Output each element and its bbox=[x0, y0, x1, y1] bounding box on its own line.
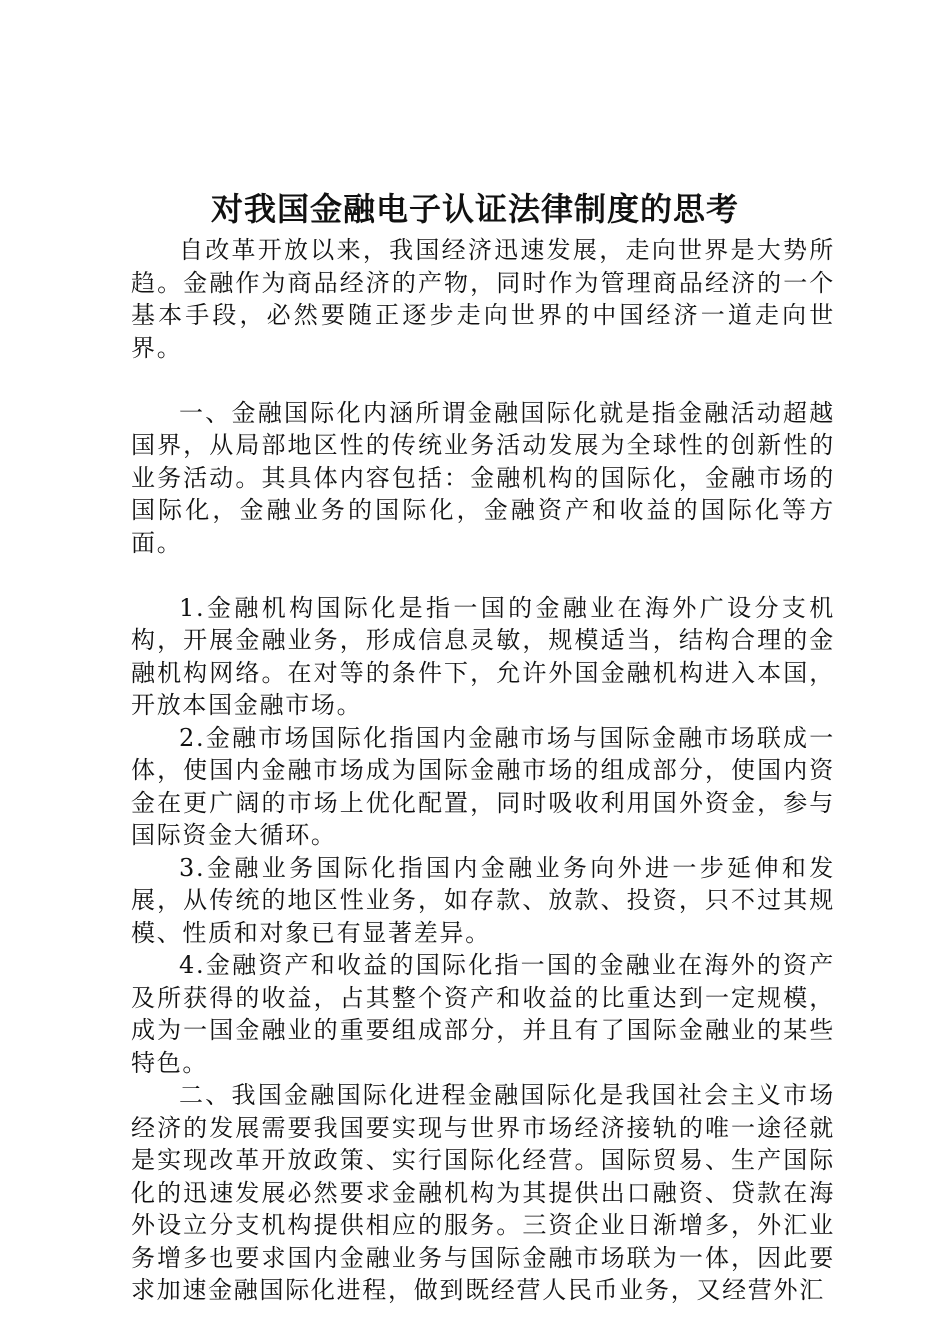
paragraph-intro: 自改革开放以来，我国经济迅速发展，走向世界是大势所趋。金融作为商品经济的产物，同时作为管理商品经济的一个基本手段，必然要随正逐步走向世界的中国经济一道走向世界。 bbox=[131, 236, 835, 362]
paragraph-section-1: 一、金融国际化内涵所谓金融国际化就是指金融活动超越国界，从局部地区性的传统业务活动发展为全球性的创新性的业务活动。其具体内容包括：金融机构的国际化，金融市场的国际化，金融业务的国际化，金融资产和收益的国际化等方面。 bbox=[131, 398, 835, 557]
paragraph-spacer bbox=[131, 559, 835, 592]
paragraph-item-2: 2.金融市场国际化指国内金融市场与国际金融市场联成一体，使国内金融市场成为国际金融市场的组成部分，使国内资金在更广阔的市场上优化配置，同时吸收利用国外资金，参与国际资金大循环。 bbox=[131, 723, 835, 849]
paragraph-item-4: 4.金融资产和收益的国际化指一国的金融业在海外的资产及所获得的收益，占其整个资产和收益的比重达到一定规模，成为一国金融业的重要组成部分，并且有了国际金融业的某些特色。 bbox=[131, 951, 835, 1077]
document-title: 对我国金融电子认证法律制度的思考 bbox=[210, 190, 739, 228]
paragraph-item-3: 3.金融业务国际化指国内金融业务向外进一步延伸和发展，从传统的地区性业务，如存款、放款、投资，只不过其规模、性质和对象已有显著差异。 bbox=[131, 853, 835, 947]
document-body bbox=[131, 234, 835, 1307]
paragraph-item-1: 1.金融机构国际化是指一国的金融业在海外广设分支机构，开展金融业务，形成信息灵敏，规模适当，结构合理的金融机构网络。在对等的条件下，允许外国金融机构进入本国，开放本国金融市场。 bbox=[131, 593, 835, 719]
paragraph-spacer bbox=[131, 364, 835, 397]
paragraph-section-2: 二、我国金融国际化进程金融国际化是我国社会主义市场经济的发展需要我国要实现与世界市场经济接轨的唯一途径就是实现改革开放政策、实行国际化经营。国际贸易、生产国际化的迅速发展必然要求金融机构为其提供出口融资、贷款在海外设立分支机构提供相应的服务。三资企业日渐增多，外汇业务增多也要求国内金融业务与国际金融市场联为一体，因此要求加速金融国际化进程，做到既经营人民币业务，又经营外汇 bbox=[131, 1081, 835, 1304]
